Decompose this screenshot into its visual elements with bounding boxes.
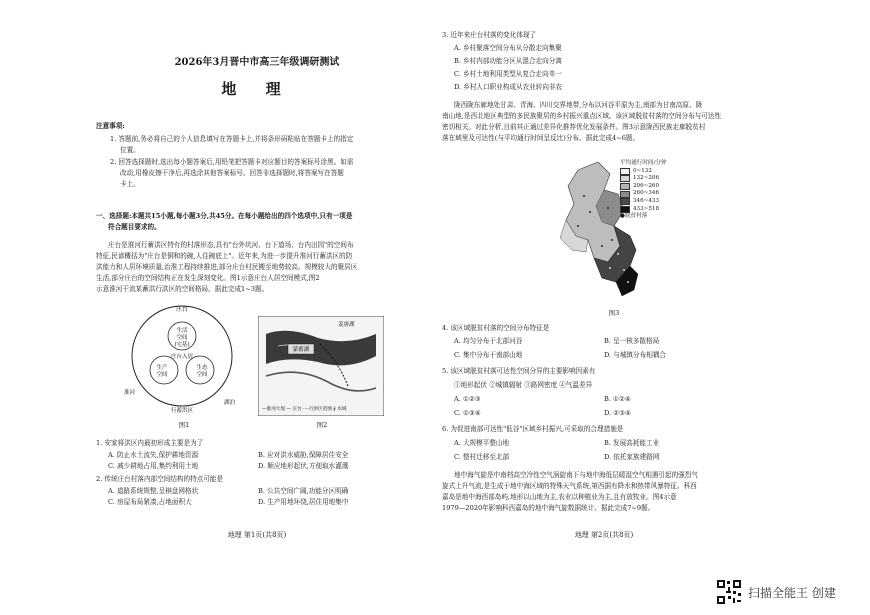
scanner-watermark — [716, 578, 836, 606]
option: B. 公共空间广阔,功能分区明确 — [258, 487, 349, 495]
passage-line: 1979—2020年影响科西嘉岛的地中海气旋数据统计。据此完成7~9题。 — [442, 504, 655, 512]
notice-line: 改动,用橡皮擦干净后,再选涂其他答案标号。回答非选择题时,将答案写在答题 — [120, 169, 344, 177]
subject-title: 地 理 — [221, 80, 293, 98]
passage-line: 密切相关。对此分析,目前其正通过差异化推荐优化发展条件。图3示意陇西民族走廊脱贫村 — [442, 123, 706, 131]
legend-item — [620, 190, 667, 198]
option-row — [454, 452, 754, 462]
fig1-label: 庄台入居 — [170, 354, 194, 360]
page-left — [96, 0, 418, 540]
legend-item: ●脱贫村落 — [620, 213, 648, 220]
option: D. 顺应地形起伏,方便取水灌溉 — [258, 462, 349, 470]
question-stem: 1. 安家将洪区内最初形成主要是为了 — [96, 439, 204, 447]
fig2-area-label: 蒙蓄湖 — [292, 347, 310, 353]
fig2-river-label: 姜唐湖 — [338, 322, 355, 328]
passage-line: 地中海气旋是中南档高空冷性空气涡旋南下与地中海低层暖湿空气相遇引起的强烈气 — [454, 471, 698, 479]
legend-item — [620, 183, 667, 191]
fig1-label: 生活 — [176, 328, 188, 334]
option-row — [108, 450, 408, 460]
option-row — [108, 497, 408, 507]
option: D. 与城镇分布相耦合 — [604, 351, 666, 359]
legend-label: 206~260 — [633, 182, 660, 189]
option-row — [108, 461, 408, 471]
option: A. 大规模平整山地 — [454, 439, 510, 447]
fig1-label: 生产 — [156, 365, 168, 371]
legend-label: 132~206 — [633, 175, 660, 182]
passage-line: 特征,民谚概括为"庄台是铜和的碗,人往碗底上"。近年来,为进一步提升淮河行蓄洪区的防 — [96, 252, 353, 260]
option: D. 生产用地环绕,居住用地集中 — [258, 498, 349, 506]
question-stem: 4. 该区域脱贫村落的空间分布特征是 — [442, 324, 550, 332]
option-row — [454, 394, 754, 404]
option: C. 整村迁移至北部 — [454, 453, 510, 461]
option: D. 依托家族建路网 — [604, 453, 660, 461]
fig2-legend: —淮河大堤 — 庄台 ····行洪区范围 ∮ 水域 — [262, 407, 347, 412]
legend-swatch — [620, 183, 630, 190]
option: C. 房屋布局紧凑,占地面积大 — [108, 498, 192, 506]
passage-line: 洪能力和人居环境质量,治淮工程持续推进,部分庄台村民搬至地势较高、规模较大的聚居区 — [96, 263, 358, 271]
page-footer: 地理 第2页(共8页) — [574, 531, 634, 539]
figure-1-diagram — [120, 304, 250, 414]
legend-swatch — [620, 175, 630, 182]
notice-line: 1. 答题前,务必将自己的个人信息填写在答题卡上,并将条形码粘贴在答题卡上的指定 — [110, 135, 354, 143]
figure-3-caption: 图3 — [608, 309, 620, 317]
figure-2-caption: 图2 — [316, 421, 328, 429]
notice-line: 位置。 — [120, 146, 140, 154]
fig1-label: 淮河 — [124, 390, 136, 396]
qr-code-icon — [716, 579, 742, 605]
option-row — [454, 408, 754, 418]
option: C. 减少耕地占用,集约利用土地 — [108, 462, 199, 470]
passage-line: 生活,部分庄台的空间结构正在发生深刻变化。图1示意庄台人居空间模式,图2 — [96, 274, 320, 282]
exam-title: 2026年3月晋中市高三年级调研测试 — [174, 57, 340, 68]
fig1-label: (宅基) — [174, 342, 190, 348]
fig1-label: 生态 — [196, 365, 208, 371]
question-stem: 6. 为促进南部可达性"低谷"区域乡村振兴,可采取的合理措施是 — [442, 425, 624, 433]
question-statements: ①地形起伏 ②城镇辐射 ③路网密度 ④气温差异 — [454, 381, 593, 389]
legend-item — [620, 175, 667, 183]
passage-line: 示意淮河干流某蓄洪行洪区的空间格局。据此完成1~3题。 — [96, 285, 269, 293]
fig1-label-top: 庄台 — [175, 306, 189, 313]
option: C. 集中分布于南部山地 — [454, 351, 523, 359]
legend-label: 260~346 — [633, 190, 660, 197]
figure-1-caption: 图1 — [178, 421, 190, 429]
fig1-label: 空间 — [156, 372, 168, 378]
option: D. 乡村人口职业构成从农业转向非农 — [454, 83, 563, 91]
fig1-label: 湖泊 — [224, 400, 236, 406]
option: B. 应对洪水威胁,保障居住安全 — [258, 451, 349, 459]
page-footer: 地理 第1页(共8页) — [227, 531, 287, 539]
question-stem: 5. 该区域脱贫村落可达性空间分异的主要影响因素有 — [442, 367, 596, 375]
legend-label: 346~433 — [633, 197, 660, 204]
option: A. 道路系统规整,呈棋盘网格状 — [108, 487, 199, 495]
option-row — [454, 350, 754, 360]
legend-swatch — [620, 191, 630, 198]
legend-item — [620, 168, 667, 176]
option: D. ②③④ — [604, 409, 631, 417]
option: C. ①③④ — [454, 409, 481, 417]
option: B. 发展高耗能工业 — [604, 439, 660, 447]
option: B. 乡村内部功能分区从混合走向分离 — [454, 57, 562, 65]
notice-heading: 注意事项: — [96, 122, 125, 130]
section-heading-cont: 符合题目要求的。 — [108, 223, 161, 231]
passage-line: 嘉岛是地中海西部岛屿,地形以山地为主,农业以种植业为主,且有放牧业。图4示意 — [442, 493, 677, 501]
option: A. 均匀分布于北部河谷 — [454, 337, 523, 345]
passage-line: 落在域里及可达性(与平均通行时间呈反比)分布。据此完成4~6题。 — [442, 134, 640, 142]
option-row — [454, 438, 754, 448]
legend-title: 平均通行时间/分钟 — [620, 160, 667, 166]
option: C. 乡村土地利用类型从复合走向单一 — [454, 70, 562, 78]
passage-line: 南山地,是西北地区典型的多民族聚居的乡村振兴重点区域。该区域脱贫村落的空间分布与可达性 — [442, 112, 722, 120]
legend-swatch — [620, 206, 630, 213]
notice-line: 2. 回答选择题时,选出每小题答案后,用铅笔把答题卡对应题目的答案标号涂黑。如需 — [110, 158, 354, 166]
fig1-label: 空间 — [196, 372, 208, 378]
option: A. 乡村聚落空间分布从分散走向集聚 — [454, 44, 562, 52]
question-stem: 2. 传统庄台村落内部空间结构的特点可能是 — [96, 475, 224, 483]
legend-label: 433~518 — [633, 205, 660, 212]
option: A. 防止水土流失,保护耕地资源 — [108, 451, 199, 459]
passage-line: 旋式上升气流,是生成于地中海区域的特殊天气系统,第西据有降水和热带风暴特征。科西 — [442, 482, 697, 490]
fig1-label: 行蓄洪区 — [170, 408, 194, 414]
option-row — [108, 486, 408, 496]
section-heading: 一、选择题:本题共15小题,每小题3分,共45分。在每小题给出的四个选项中,只有一项是 — [96, 212, 353, 220]
figure-2-map — [258, 316, 384, 416]
passage-line: 庄台是淮河行蓄洪区特有的村落形态,具有"台外坑河、台下道场、台内田园"的空间布 — [108, 241, 354, 249]
figure-3-legend — [620, 160, 667, 221]
scanner-watermark-text: 扫描全能王 创建 — [748, 585, 836, 600]
option-row — [454, 336, 754, 346]
legend-item — [620, 198, 667, 206]
legend-label: 0~132 — [633, 167, 652, 174]
legend-swatch — [620, 168, 630, 175]
fig1-label: 空间 — [176, 335, 188, 341]
notice-line: 卡上。 — [120, 180, 140, 188]
page-right — [442, 0, 766, 540]
passage-line: 陇西陇东廊地处甘肃、青海、四川交界地带,分布以河谷平原为主,南部为甘南高原、陇 — [454, 101, 703, 109]
legend-swatch — [620, 198, 630, 205]
question-stem: 3. 近年来庄台村落的变化体现了 — [442, 31, 537, 39]
option: B. ①②④ — [604, 395, 631, 403]
option: B. 呈一核多散格局 — [604, 337, 660, 345]
option: A. ①②③ — [454, 395, 481, 403]
